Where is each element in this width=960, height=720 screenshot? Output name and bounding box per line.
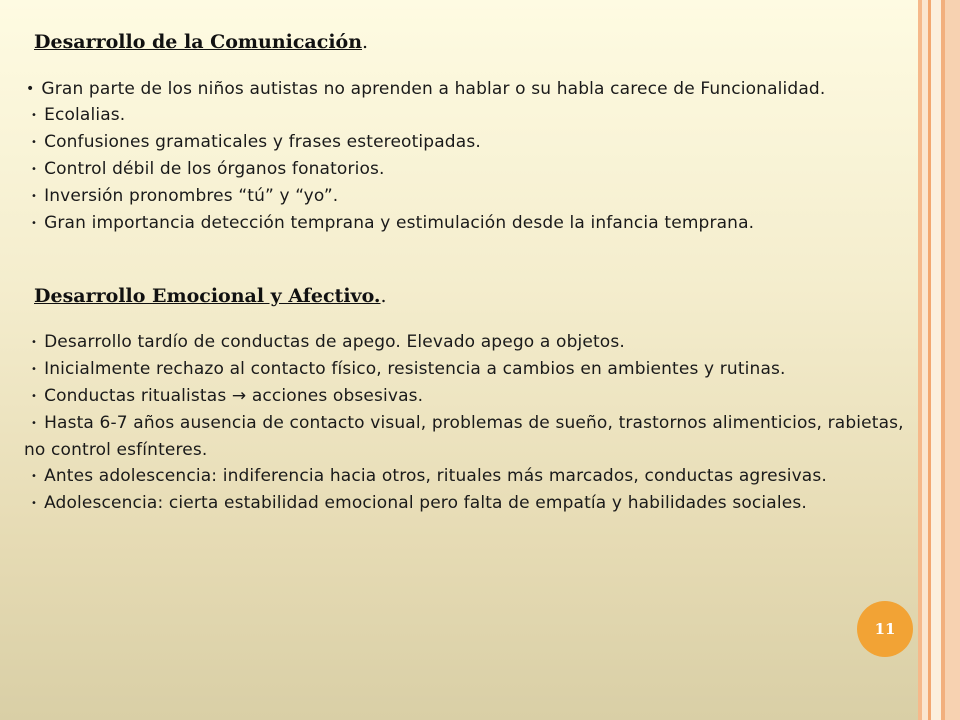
bullet-icon: •: [31, 418, 38, 429]
page-number: 11: [874, 620, 896, 638]
emotional-list: [24, 329, 904, 517]
list-item: • Inversión pronombres “tú” y “yo”.: [31, 186, 339, 206]
list-item: • Antes adolescencia: indiferencia hacia otros, rituales más marcados, conductas agresivas.: [31, 466, 827, 486]
list-item: • Inicialmente rechazo al contacto físico, resistencia a cambios en ambientes y rutinas.: [31, 359, 786, 379]
bullet-icon: •: [31, 110, 38, 121]
list-item: • Gran importancia detección temprana y estimulación desde la infancia temprana.: [31, 213, 755, 233]
bullet-icon: •: [31, 498, 38, 509]
list-item: • Confusiones gramaticales y frases estereotipadas.: [31, 132, 481, 152]
list-item: • Gran parte de los niños autistas no aprenden a hablar o su habla carece de Funcionalidad.: [26, 79, 826, 99]
section-heading-emotional: Desarrollo Emocional y Afectivo..: [34, 285, 387, 307]
decorative-side-border: [918, 0, 960, 720]
section-title: Desarrollo de la Comunicación: [34, 31, 363, 53]
section-title: Desarrollo Emocional y Afectivo.: [34, 285, 381, 307]
bullet-icon: •: [31, 137, 38, 148]
list-item: • Ecolalias.: [31, 105, 126, 125]
bullet-icon: •: [31, 164, 38, 175]
list-item: • Conductas ritualistas → acciones obsesivas.: [31, 386, 424, 406]
bullet-icon: •: [31, 391, 38, 402]
bullet-icon: •: [31, 191, 38, 202]
bullet-icon: •: [31, 471, 38, 482]
bullet-icon: •: [31, 337, 38, 348]
list-item: • Hasta 6-7 años ausencia de contacto visual, problemas de sueño, trastornos alimenticios, rabietas, no control esfínteres.: [24, 413, 904, 460]
bullet-icon: •: [26, 81, 35, 97]
page-number-badge: [857, 601, 913, 657]
section-heading-communication: Desarrollo de la Comunicación.: [34, 31, 369, 53]
communication-list: [24, 76, 904, 237]
list-item: • Adolescencia: cierta estabilidad emocional pero falta de empatía y habilidades sociales.: [31, 493, 807, 513]
list-item: • Desarrollo tardío de conductas de apego. Elevado apego a objetos.: [31, 332, 625, 352]
bullet-icon: •: [31, 364, 38, 375]
bullet-icon: •: [31, 218, 38, 229]
list-item: • Control débil de los órganos fonatorios.: [31, 159, 385, 179]
